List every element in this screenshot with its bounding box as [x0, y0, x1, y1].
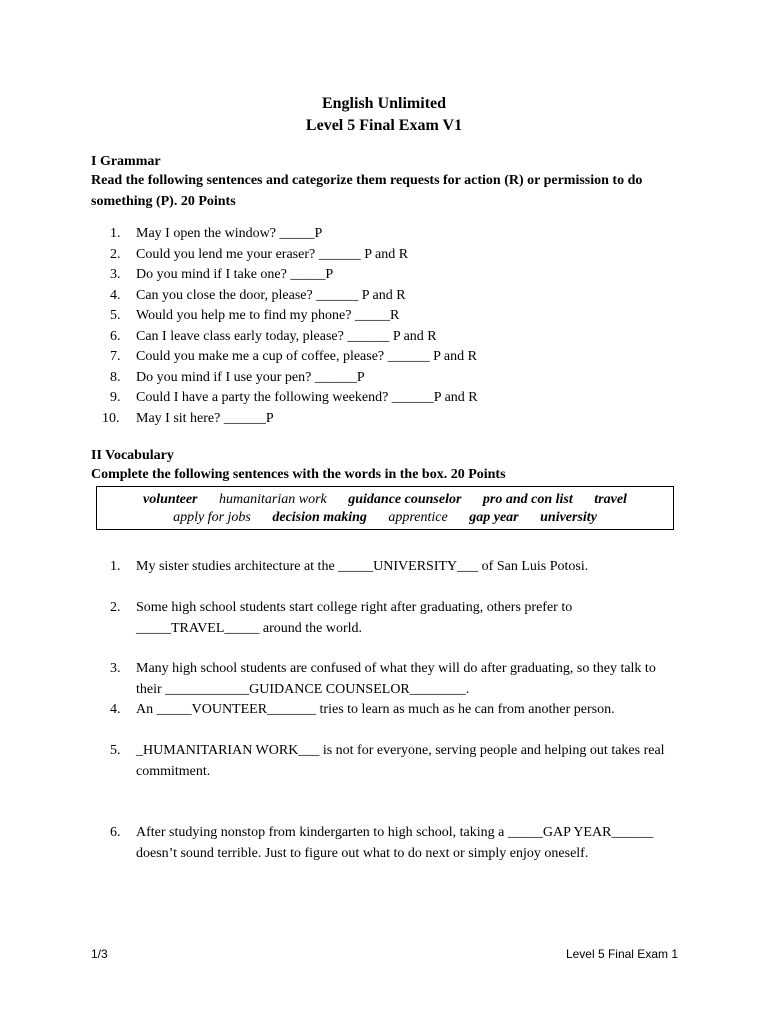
list-item: 8. Do you mind if I use your pen? ______P [110, 369, 365, 385]
vocabulary-heading: II Vocabulary [91, 448, 174, 463]
list-item: 3. Do you mind if I take one? _____P [110, 267, 334, 282]
vocabulary-list [91, 700, 671, 721]
grammar-instructions: Read the following sentences and categorize them requests for action (R) or permission to do something (P). 20 Points [91, 173, 643, 209]
page-number: 1/3 [91, 947, 108, 961]
footer-exam-label: Level 5 Final Exam 1 [565, 947, 678, 961]
list-item: 4. Can you close the door, please? ______ P and R [110, 287, 406, 303]
word-box-item: pro and con list [482, 492, 573, 507]
list-item: 6. Can I leave class early today, please? ______ P and R [110, 328, 437, 344]
word-box-item: apply for jobs [173, 510, 251, 525]
list-item: 9. Could I have a party the following weekend? ______P and R [110, 390, 478, 405]
list-item: 5. Would you help me to find my phone? _____R [110, 308, 400, 323]
vocabulary-instructions: Complete the following sentences with the words in the box. 20 Points [91, 467, 506, 482]
word-box-item: decision making [272, 510, 367, 525]
list-item: 1. May I open the window? _____P [110, 226, 323, 241]
word-box-item: gap year [469, 510, 519, 525]
list-item: 2. Some high school students start college right after graduating, others prefer to _____TRAVEL_____ around the world. [110, 600, 573, 636]
vocabulary-list [91, 598, 651, 639]
word-box [96, 486, 674, 530]
document-title: English Unlimited [321, 95, 447, 112]
list-item: 7. Could you make me a cup of coffee, please? ______ P and R [110, 349, 477, 364]
list-item: 2. Could you lend me your eraser? ______ P and R [110, 246, 409, 262]
word-box-item: guidance counselor [348, 492, 462, 507]
list-item: 6. After studying nonstop from kindergarten to high school, taking a _____GAP YEAR______ doesn’t sound terrible. Just to figure out what to do next or simply enjoy oneself. [110, 825, 654, 861]
word-box-item: apprentice [388, 510, 448, 525]
grammar-heading: I Grammar [91, 154, 161, 169]
list-item: 3. Many high school students are confused of what they will do after graduating, so they talk to their ____________GUIDANCE COUNSELOR________. [110, 661, 656, 697]
word-box-item: university [540, 510, 597, 525]
word-box-item: volunteer [143, 492, 198, 507]
list-item: 1. My sister studies architecture at the _____UNIVERSITY___ of San Luis Potosi. [110, 559, 589, 574]
word-box-item: travel [594, 492, 627, 507]
vocabulary-list [91, 823, 671, 864]
vocabulary-list [91, 659, 671, 700]
word-box-item: humanitarian work [219, 492, 327, 507]
list-item: 5. _HUMANITARIAN WORK___ is not for everyone, serving people and helping out takes real commitment. [110, 743, 665, 779]
vocabulary-list [91, 557, 651, 578]
grammar-list [91, 224, 681, 429]
list-item: 10. May I sit here? ______P [102, 410, 274, 426]
document-subtitle: Level 5 Final Exam V1 [305, 117, 463, 134]
vocabulary-list [91, 741, 671, 782]
list-item: 4. An _____VOUNTEER_______ tries to learn as much as he can from another person. [110, 702, 615, 717]
